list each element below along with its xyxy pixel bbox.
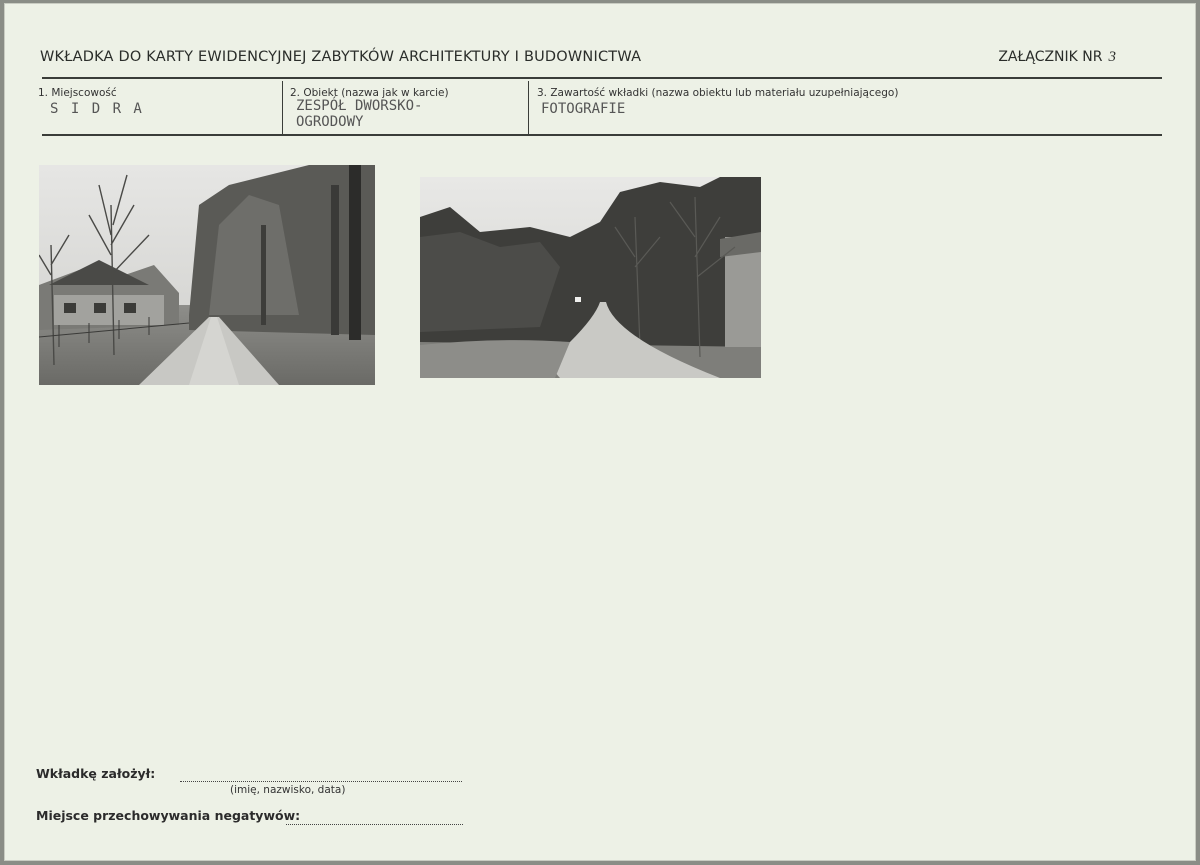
created-by-label: Wkładkę założył: — [36, 766, 156, 781]
field-divider-2 — [528, 81, 529, 135]
header-top-rule — [42, 77, 1162, 79]
contents-label: 3. Zawartość wkładki (nazwa obiektu lub materiału uzupełniającego) — [537, 87, 899, 99]
photo-road-curve — [420, 177, 761, 378]
header-bottom-rule — [42, 134, 1162, 136]
document-title: WKŁADKA DO KARTY EWIDENCYJNEJ ZABYTKÓW ARCHITEKTURY I BUDOWNICTWA — [40, 49, 642, 65]
created-by-hint: (imię, nazwisko, data) — [230, 784, 346, 796]
annex-label-text: ZAŁĄCZNIK NR — [998, 49, 1103, 65]
object-value: ZESPÓŁ DWORSKO- OGRODOWY — [296, 98, 423, 130]
locality-label: 1. Miejscowość — [38, 87, 117, 99]
annex-number: 3 — [1108, 49, 1116, 65]
photo-road-left — [39, 165, 375, 385]
annex-label — [998, 49, 1116, 66]
contents-value: FOTOGRAFIE — [541, 101, 626, 117]
locality-value: S I D R A — [50, 101, 144, 117]
object-label: 2. Obiekt (nazwa jak w karcie) — [290, 87, 449, 99]
document-sheet — [4, 3, 1196, 861]
created-by-field[interactable] — [180, 781, 462, 782]
negatives-location-label: Miejsce przechowywania negatywów: — [36, 808, 301, 823]
field-divider-1 — [282, 81, 283, 135]
negatives-location-field[interactable] — [286, 824, 463, 825]
